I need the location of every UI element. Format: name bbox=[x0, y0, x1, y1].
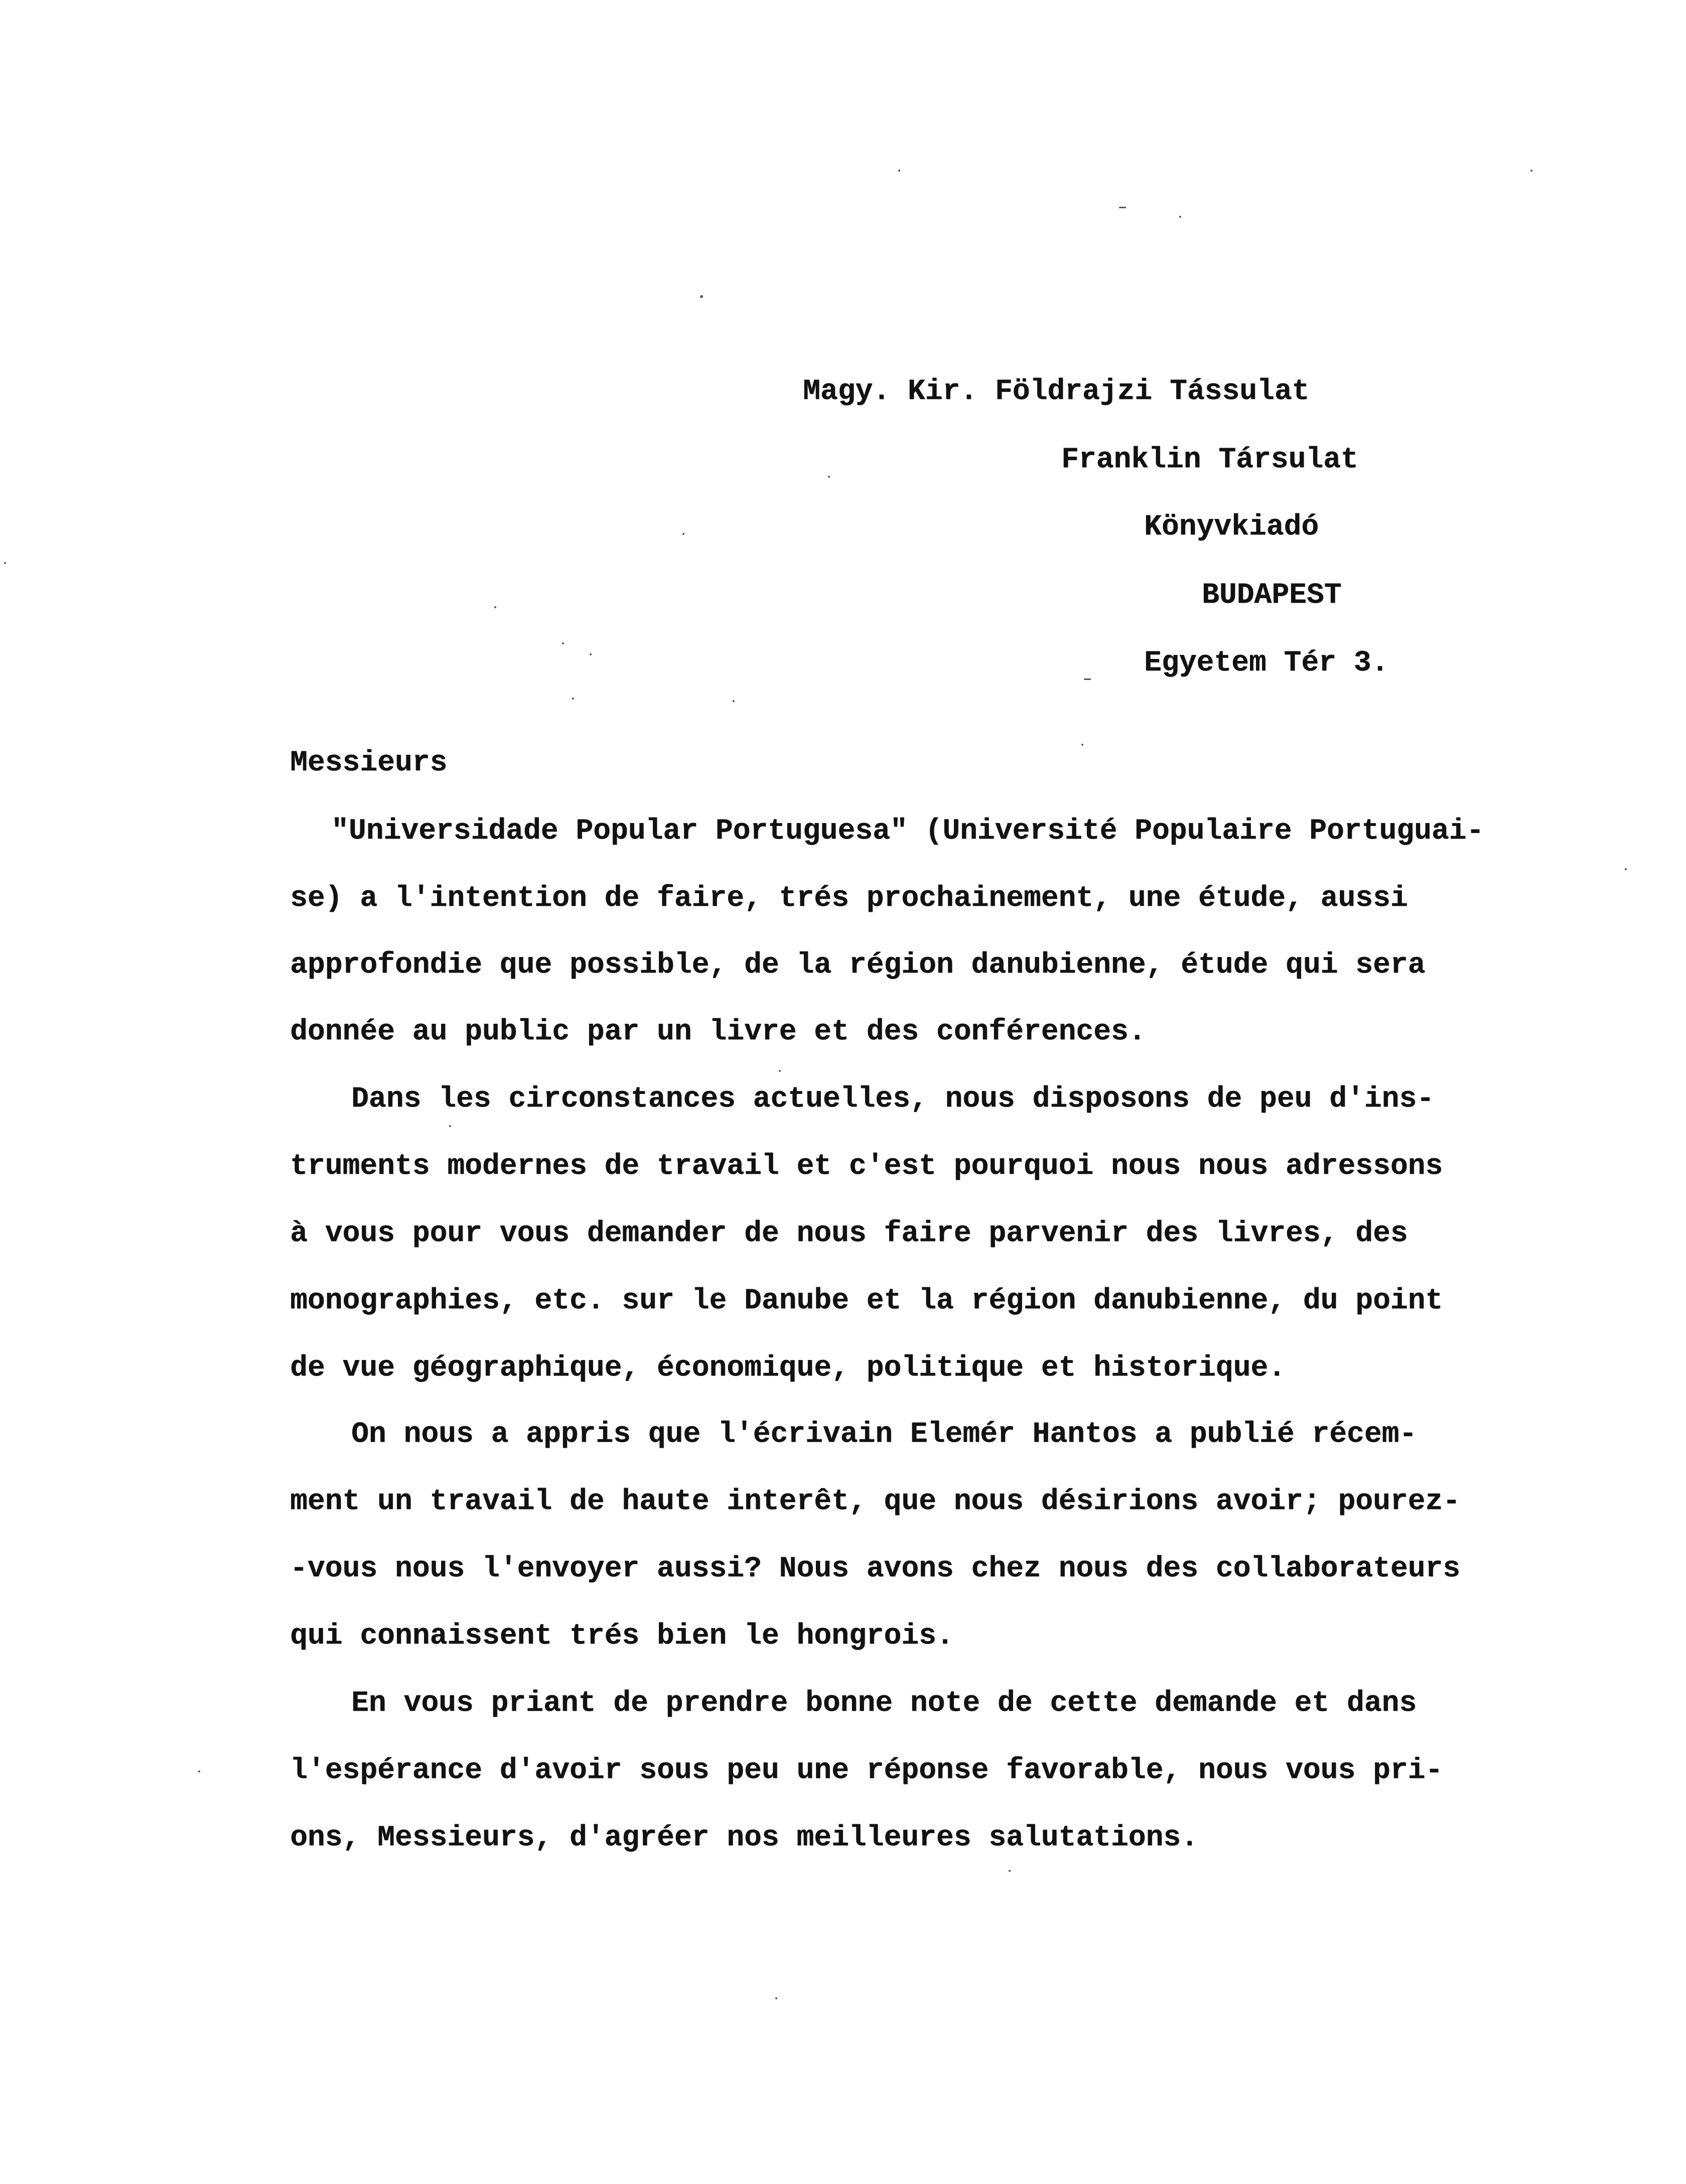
body-line: En vous priant de prendre bonne note de cette demande et dans bbox=[351, 1687, 1417, 1720]
body-line: "Universidade Popular Portuguesa" (Université Populaire Portuguai- bbox=[331, 815, 1484, 848]
scan-speck bbox=[562, 642, 564, 644]
body-line: On nous a appris que l'écrivain Elemér Hantos a publié récem- bbox=[351, 1418, 1417, 1451]
address-line-4: BUDAPEST bbox=[1202, 579, 1342, 612]
salutation: Messieurs bbox=[290, 747, 448, 779]
scan-speck bbox=[775, 1997, 777, 1999]
body-line: monographies, etc. sur le Danube et la région danubienne, du point bbox=[290, 1285, 1443, 1317]
scan-speck bbox=[682, 533, 684, 535]
scan-speck bbox=[779, 1070, 781, 1072]
scan-speck bbox=[1084, 678, 1091, 680]
scan-speck bbox=[733, 700, 735, 702]
body-line: Dans les circonstances actuelles, nous disposons de peu d'ins- bbox=[351, 1083, 1434, 1116]
body-line: donnée au public par un livre et des conférences. bbox=[290, 1016, 1146, 1048]
body-line: à vous pour vous demander de nous faire parvenir des livres, des bbox=[290, 1217, 1408, 1250]
body-line: se) a l'intention de faire, trés prochainement, une étude, aussi bbox=[290, 882, 1408, 915]
address-line-1: Magy. Kir. Földrajzi Tássulat bbox=[803, 375, 1310, 408]
body-line: approfondie que possible, de la région danubienne, étude qui sera bbox=[290, 949, 1426, 982]
body-line: -vous nous l'envoyer aussi? Nous avons chez nous des collaborateurs bbox=[290, 1553, 1460, 1585]
scan-speck bbox=[1119, 207, 1126, 208]
scan-speck bbox=[1625, 868, 1627, 870]
scan-speck bbox=[572, 698, 574, 700]
address-line-3: Könyvkiadó bbox=[1144, 511, 1319, 543]
scan-speck bbox=[1009, 1870, 1011, 1872]
scan-speck bbox=[1179, 216, 1181, 218]
scan-speck bbox=[198, 1770, 200, 1772]
address-line-5: Egyetem Tér 3. bbox=[1144, 647, 1389, 679]
scan-speck bbox=[700, 295, 703, 298]
body-line: ons, Messieurs, d'agréer nos meilleures salutations. bbox=[290, 1822, 1198, 1854]
scan-speck bbox=[4, 562, 6, 564]
scan-speck bbox=[449, 1125, 451, 1127]
body-line: truments modernes de travail et c'est pourquoi nous nous adressons bbox=[290, 1150, 1443, 1183]
scan-speck bbox=[1081, 744, 1083, 746]
body-line: l'espérance d'avoir sous peu une réponse favorable, nous vous pri- bbox=[290, 1754, 1443, 1787]
body-line: ment un travail de haute interêt, que nous désirions avoir; pourez- bbox=[290, 1485, 1460, 1518]
body-line: qui connaissent trés bien le hongrois. bbox=[290, 1620, 954, 1653]
scan-speck bbox=[590, 653, 592, 655]
body-line: de vue géographique, économique, politique et historique. bbox=[290, 1352, 1286, 1385]
scan-speck bbox=[1530, 170, 1532, 172]
scan-speck bbox=[828, 476, 830, 478]
scan-speck bbox=[898, 170, 900, 172]
address-line-2: Franklin Társulat bbox=[1061, 444, 1358, 476]
scan-speck bbox=[494, 606, 496, 608]
